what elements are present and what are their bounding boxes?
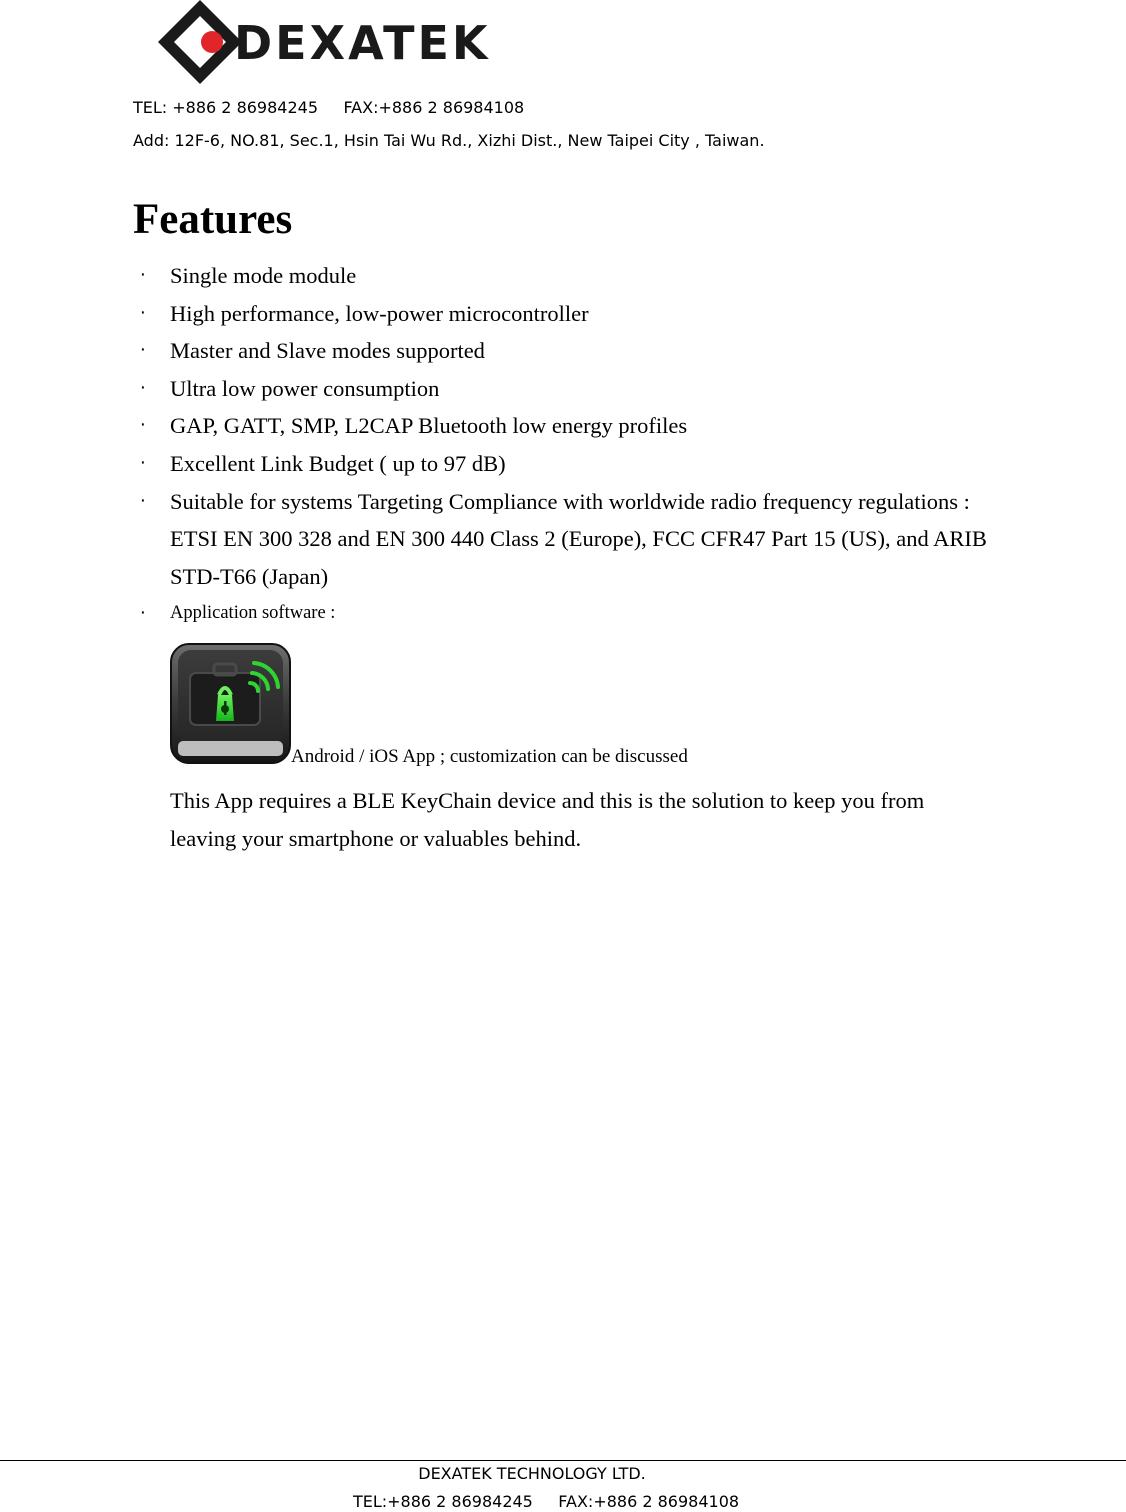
feature-item	[133, 595, 993, 633]
app-caption: Android / iOS App ; customization can be discussed	[291, 746, 688, 767]
feature-item	[133, 332, 993, 370]
app-description: This App requires a BLE KeyChain device and this is the solution to keep you from leaving your smartphone or valuables behind.	[170, 788, 925, 851]
feature-text: Excellent Link Budget ( up to 97 dB)	[170, 450, 506, 476]
bullet: ‧	[140, 377, 146, 398]
feature-text: Master and Slave modes supported	[170, 338, 485, 364]
feature-item	[133, 407, 993, 445]
bullet: ‧	[140, 265, 146, 285]
app-block	[170, 643, 970, 767]
bullet: ‧	[140, 490, 146, 511]
page-title: Features	[133, 196, 293, 243]
footer-company: DEXATEK TECHNOLOGY LTD.	[418, 1464, 646, 1483]
bullet: ‧	[140, 452, 146, 473]
logo-wordmark: DEXATEK	[234, 16, 491, 70]
feature-text: GAP, GATT, SMP, L2CAP Bluetooth low energy profiles	[170, 413, 688, 439]
footer-divider	[0, 1460, 1126, 1461]
bullet: ‧	[140, 415, 146, 436]
feature-item	[133, 295, 993, 333]
feature-item	[133, 483, 993, 596]
header-address: Add: 12F-6, NO.81, Sec.1, Hsin Tai Wu Rd., Xizhi Dist., New Taipei City , Taiwan.	[133, 131, 765, 150]
feature-text: High performance, low-power microcontroller	[170, 300, 589, 326]
feature-text: Single mode module	[170, 263, 357, 288]
header-contact-phone-fax: TEL: +886 2 86984245 FAX:+886 2 86984108	[133, 98, 525, 117]
feature-text: Suitable for systems Targeting Compliance with worldwide radio frequency regulations : ETSI EN 300 328 and EN 300 440 Class 2 (Europe), FCC CFR47 Part 15 (US), and ARIB STD-T66 (Japan)	[170, 488, 987, 589]
feature-list	[133, 257, 993, 633]
bullet: ‧	[140, 302, 146, 323]
feature-item	[133, 445, 993, 483]
feature-item	[133, 257, 993, 295]
bullet: ‧	[140, 603, 146, 624]
footer-contact: TEL:+886 2 86984245 FAX:+886 2 86984108	[352, 1492, 740, 1511]
dexatek-logo	[150, 0, 500, 84]
feature-text: Ultra low power consumption	[170, 375, 440, 401]
feature-text: Application software :	[170, 603, 336, 624]
keychain-app-icon	[170, 643, 291, 764]
bullet: ‧	[140, 340, 146, 361]
feature-item	[133, 370, 993, 408]
